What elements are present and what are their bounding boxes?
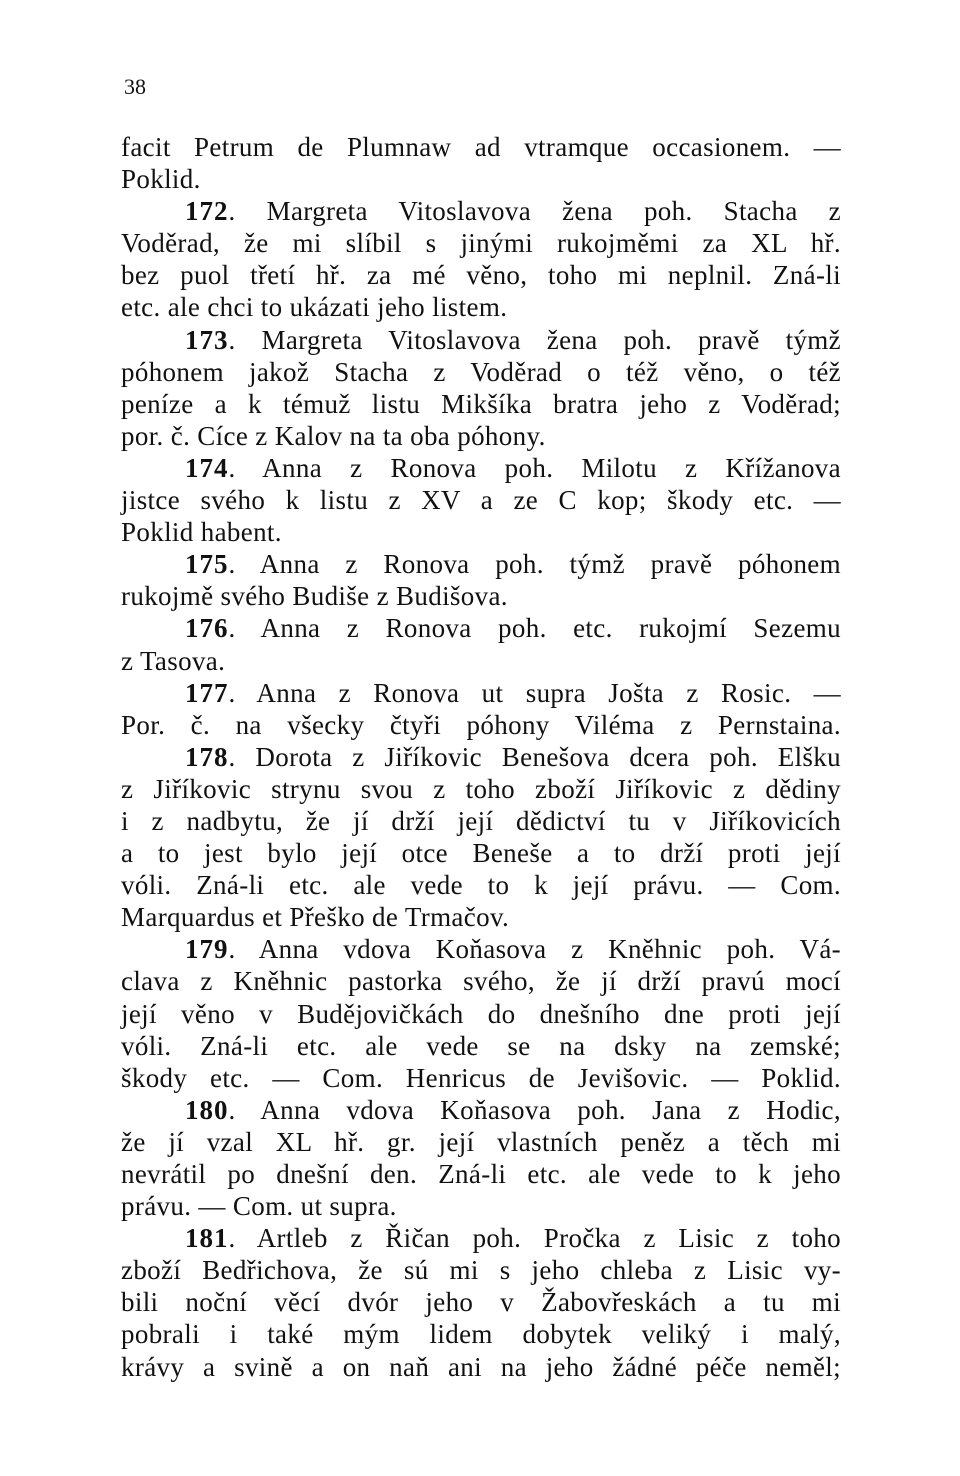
entry-173-line: 173. Margreta Vitoslavova žena poh. pravě týmž [185, 324, 841, 355]
entry-number: 177 [185, 677, 229, 708]
text-line: rukojmě svého Budiše z Budišova. [121, 581, 508, 612]
text-line: bili noční věcí dvór jeho v Žabovřeskách a tu mi [121, 1287, 841, 1318]
text-line: nevrátil po dnešní den. Zná-li etc. ale vede to k jeho [121, 1159, 841, 1189]
entry-number: 175 [185, 549, 229, 580]
text-line: vóli. Zná-li etc. ale vede se na dsky na zemské; [121, 1030, 841, 1061]
text-line: peníze a k témuž listu Mikšíka bratra jeho z Voděrad; [121, 388, 841, 419]
entry-178-line: 178. Dorota z Jiříkovic Benešova dcera poh. Elšku [185, 741, 841, 772]
text-line: že jí vzal XL hř. gr. její vlastních peněz a těch mi [121, 1126, 841, 1157]
text-line: Voděrad, že mi slíbil s jinými rukojměmi za XL hř. [121, 228, 841, 259]
entry-number: 181 [185, 1223, 229, 1254]
text-line: bez puol třetí hř. za mé věno, toho mi neplnil. Zná-li [121, 260, 841, 291]
text-line: jistce svého k listu z XV a ze C kop; škody etc. — [121, 485, 841, 516]
text-line: Marquardus et Přeško de Trmačov. [121, 902, 510, 933]
entry-181-line: 181. Artleb z Řičan poh. Pročka z Lisic z toho [185, 1223, 841, 1254]
text-line: škody etc. — Com. Henricus de Jevišovic. — Poklid. [121, 1062, 841, 1093]
entry-number: 179 [185, 934, 229, 965]
text-line: z Tasova. [121, 645, 226, 676]
entry-180-line: 180. Anna vdova Koňasova poh. Jana z Hodic, [185, 1094, 841, 1125]
text-line: z Jiříkovic strynu svou z toho zboží Jiříkovic z dědiny [121, 773, 841, 804]
text-line: vóli. Zná-li etc. ale vede to k její právu. — Com. [121, 870, 841, 901]
text-line: etc. ale chci to ukázati jeho listem. [121, 292, 508, 323]
entry-176-line: 176. Anna z Ronova poh. etc. rukojmí Sezemu [185, 613, 841, 644]
text-line: její věno v Budějovičkách do dnešního dne proti její [121, 998, 841, 1029]
entry-174-line: 174. Anna z Ronova poh. Milotu z Křížanova [185, 452, 841, 483]
text-line: póhonem jakož Stacha z Voděrad o též věno, o též [121, 356, 841, 387]
page-number: 38 [124, 74, 146, 99]
text-line: a to jest bylo její otce Beneše a to drží proti její [121, 838, 841, 869]
entry-number: 178 [185, 741, 229, 772]
text-line: právu. — Com. ut supra. [121, 1191, 397, 1222]
text-line: Por. č. na všecky čtyři póhony Viléma z Pernstaina. [121, 709, 841, 740]
text-line: Poklid habent. [121, 517, 282, 548]
text-line: clava z Kněhnic pastorka svého, že jí drží pravú mocí [121, 966, 841, 997]
entry-179-line: 179. Anna vdova Koňasova z Kněhnic poh. Vá- [185, 934, 841, 965]
entry-175-line: 175. Anna z Ronova poh. týmž pravě póhonem [185, 549, 841, 580]
text-line: i z nadbytu, že jí drží její dědictví tu v Jiříkovicích [121, 805, 841, 836]
entry-177-line: 177. Anna z Ronova ut supra Jošta z Rosic. — [185, 677, 841, 708]
entry-172-line: 172. Margreta Vitoslavova žena poh. Stacha z [185, 196, 841, 227]
body-text [121, 131, 841, 1383]
entry-number: 172 [185, 196, 229, 227]
entry-number: 180 [185, 1094, 229, 1125]
text-line: por. č. Cíce z Kalov na ta oba póhony. [121, 420, 546, 451]
entry-number: 176 [185, 613, 229, 644]
text-line: facit Petrum de Plumnaw ad vtramque occasionem. — [121, 132, 841, 162]
entry-number: 173 [185, 324, 229, 355]
text-line: Poklid. [121, 164, 201, 195]
text-line: zboží Bedřichova, že sú mi s jeho chleba z Lisic vy- [121, 1255, 841, 1286]
text-line: krávy a svině a on naň ani na jeho žádné péče neměl; [121, 1351, 841, 1382]
text-line: pobrali i také mým lidem dobytek veliký i malý, [121, 1319, 841, 1350]
entry-number: 174 [185, 452, 229, 483]
